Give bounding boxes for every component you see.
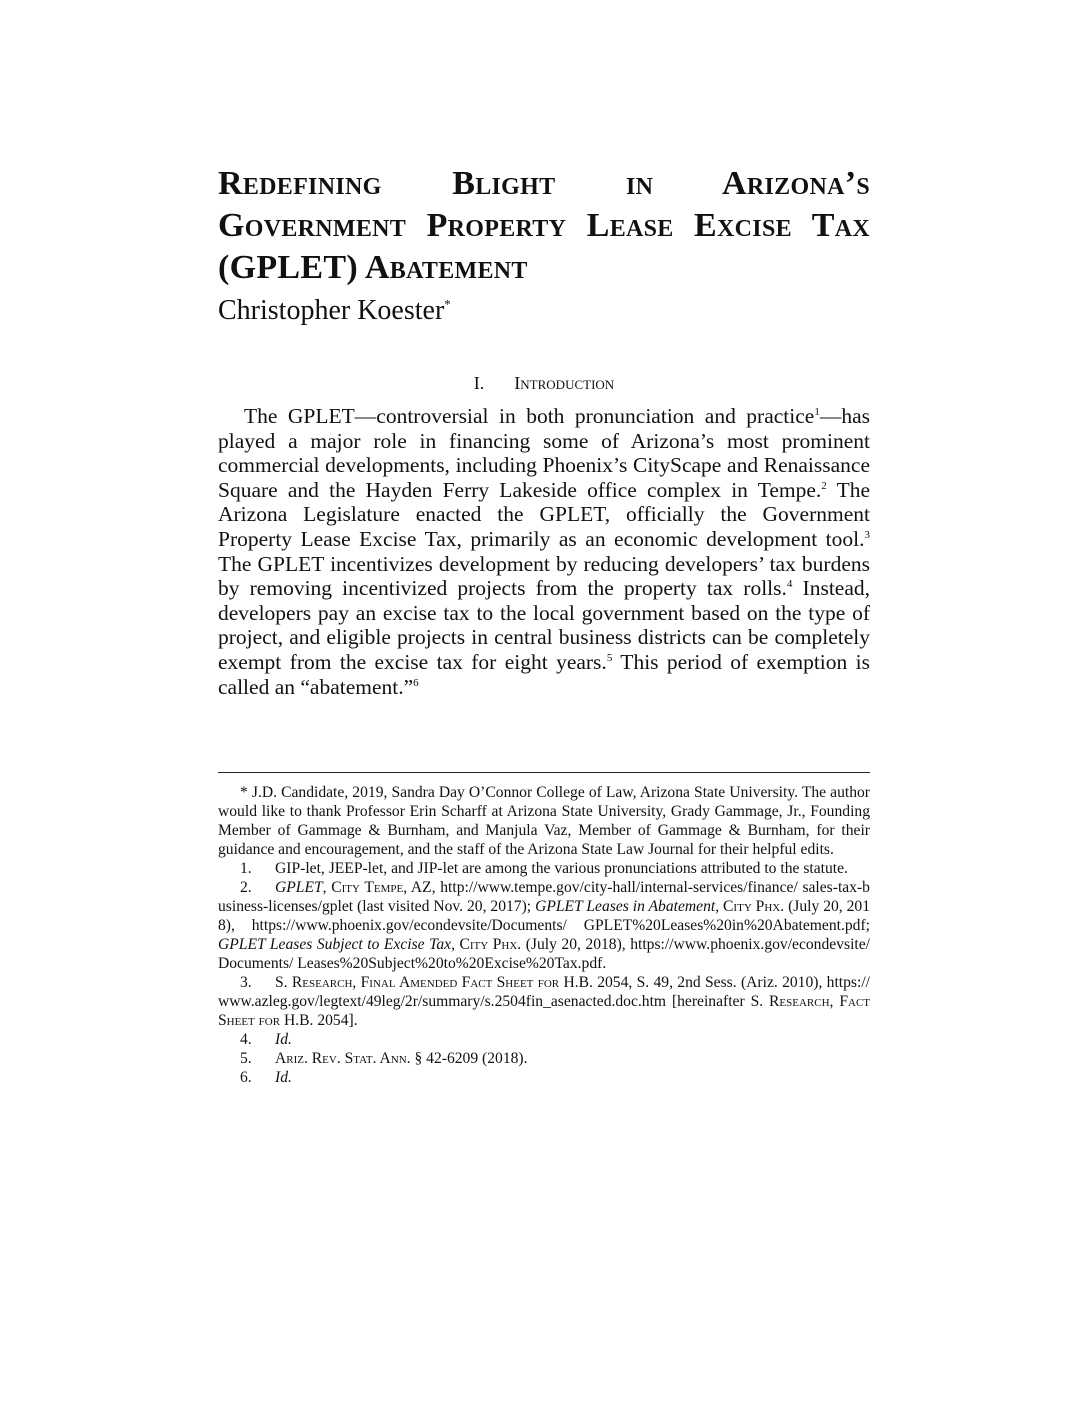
citation-source: City Phx. [723, 898, 785, 915]
footnote-ref[interactable]: 6 [413, 676, 419, 689]
article-title [218, 163, 870, 289]
section-heading [218, 371, 870, 395]
citation-title: GPLET [275, 879, 323, 896]
footnote-number: 1. [240, 860, 252, 877]
title-line: (GPLET) Abatement [218, 249, 528, 286]
footnote-text: , [322, 879, 332, 896]
citation-source: S. Research, Final Amended Fact Sheet for [275, 974, 560, 991]
title-line: Redefining Blight in Arizona’s [218, 165, 870, 202]
citation-id: Id. [275, 1031, 292, 1048]
body-paragraph [218, 404, 870, 699]
footnote-text: * J.D. Candidate, 2019, Sandra Day O’Connor College of Law, Arizona State University. The author would like to thank Professor Erin Scharff at Arizona State University, Grady Gammage, Jr., Founding Member of Gammage & Burnham, and Manjula Vaz, Member of Gammage & Burnham, for their guidance and encouragement, and the staff of the Arizona State Law Journal for their helpful edits. [218, 784, 870, 858]
footnote-text: H.B. 2054]. [280, 1012, 358, 1029]
footnote-number: 6. [240, 1069, 252, 1086]
footnote-3 [218, 973, 870, 1030]
footnote-4 [218, 1030, 870, 1049]
footnote-number: 2. [240, 879, 252, 896]
body-text: This period of exemption is called an “abatement.” [218, 649, 870, 699]
footnote-2 [218, 878, 870, 973]
footnote-text: GIP-let, JEEP-let, and JIP-let are among the various pronunciations attributed to the statute. [275, 860, 848, 877]
body-text: The GPLET incentivizes development by reducing developers’ tax burdens by removing incentivized projects from the property tax rolls. [218, 551, 870, 601]
footnote-ref[interactable]: 5 [606, 651, 613, 664]
citation-source: City Tempe [331, 879, 404, 896]
footnote-link-text[interactable]: , AZ, http://www.tempe.gov/city-hall/internal-services/finance/ sales-tax-business-licenses/gplet (last visited Nov. 20, 2017); [218, 879, 870, 915]
footnote-ref[interactable]: 2 [821, 479, 827, 492]
citation-id: Id. [275, 1069, 292, 1086]
footnote-text: , [451, 936, 460, 953]
footnote-5 [218, 1049, 870, 1068]
footnote-number: 5. [240, 1050, 252, 1067]
footnote-6 [218, 1068, 870, 1087]
section-number: I. [473, 373, 485, 393]
footnote-link-text[interactable]: (July 20, 2018), https://www.phoenix.gov/econdevsite/Documents/ GPLET%20Leases%20in%20Abatement.pdf; [218, 898, 871, 934]
title-line: Government Property Lease Excise Tax [218, 207, 870, 244]
footnote-ref[interactable]: 3 [864, 528, 870, 541]
citation-source: Ariz. Rev. Stat. Ann. [275, 1050, 411, 1067]
body-text: Instead, developers pay an excise tax to the local government based on the type of project, and eligible projects in central business districts can be completely exempt from the excise tax for eight years. [218, 576, 871, 674]
footnote-number: 4. [240, 1031, 252, 1048]
citation-source: S. Research, Fact Sheet for [218, 993, 870, 1029]
footnote-number: 3. [240, 974, 252, 991]
body-text: The GPLET—controversial in both pronunciation and practice [244, 404, 815, 428]
citation-title: GPLET Leases in Abatement [535, 898, 716, 915]
body-text: The Arizona Legislature enacted the GPLET, officially the Government Property Lease Excise Tax, primarily as an economic development tool. [218, 477, 870, 551]
citation-title: GPLET Leases Subject to Excise Tax [218, 936, 452, 953]
footnote-link-text[interactable]: (July 20, 2018), https://www.phoenix.gov/econdevsite/Documents/ Leases%20Subject%20to%20Excise%20Tax.pdf. [218, 936, 870, 972]
footnote-text: , [715, 898, 724, 915]
footnote-text: § 42-6209 (2018). [410, 1050, 528, 1067]
body-text: —has played a major role in financing some of Arizona’s most prominent commercial developments, including Phoenix’s CityScape and Renaissance Square and the Hayden Ferry Lakeside office complex in Tempe. [218, 404, 870, 502]
author-byline [218, 293, 870, 329]
footnote-link-text[interactable]: H.B. 2054, S. 49, 2nd Sess. (Ariz. 2010), https://www.azleg.gov/legtext/49leg/2r/summary/s.2504fin_asenacted.doc.htm [hereinafter [218, 974, 870, 1010]
footnote-ref[interactable]: 1 [814, 405, 820, 418]
citation-source: City Phx. [459, 936, 522, 953]
author-footnote-mark: * [444, 296, 451, 312]
footnote-ref[interactable]: 4 [786, 578, 793, 590]
footnotes [218, 783, 870, 1087]
footnote-divider [218, 772, 870, 773]
section-title: Introduction [514, 373, 615, 393]
footnote-star [218, 783, 870, 859]
footnote-1 [218, 859, 870, 878]
author-name: Christopher Koester [218, 295, 445, 326]
